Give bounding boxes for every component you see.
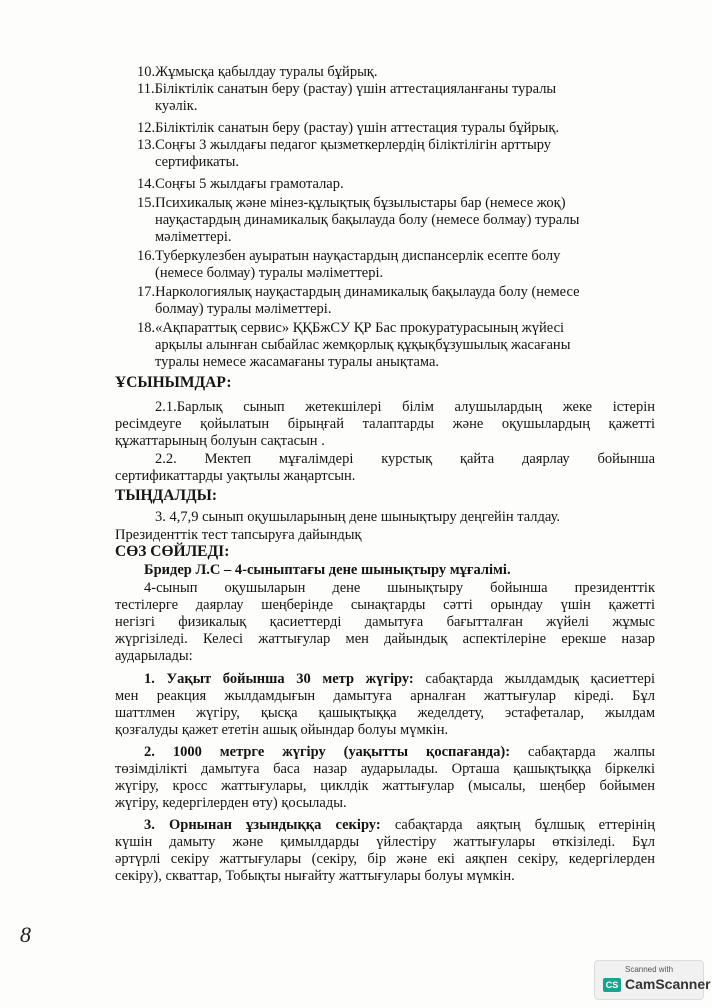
paragraph-line: қозғалуды қажет ететін ашық ойындар болуы мүмкін. — [115, 722, 449, 738]
paragraph-line: 2.2. Мектеп мұғалімдері курстық қайта даярлау бойынша — [155, 451, 655, 467]
list-item: 17.Наркологиялық науқастардың динамикалық бақылауда болу (немесе — [137, 284, 580, 300]
list-item: болмау) туралы мәліметтері. — [155, 301, 332, 317]
paragraph-line: құжаттарының болуын сақтасын . — [115, 433, 325, 449]
list-item: сертификаты. — [155, 154, 239, 170]
paragraph-line: аударылады: — [115, 648, 193, 664]
item-3-text: сабақтарда аяқтың бұлшық еттерінің — [394, 817, 656, 833]
item-1-title: 1. Уақыт бойынша 30 метр жүгіру: — [144, 671, 414, 687]
list-item: (немесе болмау) туралы мәліметтері. — [155, 265, 384, 281]
paragraph-line: жүгіру, кросс жаттығулары, циклдік жаттығулар (мысалы, шеңбер бойымен — [115, 778, 655, 794]
paragraph-line: жүгіру, кедергілерден өту) қосылады. — [115, 795, 347, 811]
list-item: арқылы алынған сыбайлас жемқорлық құқықбұзушылық жасағаны — [155, 337, 571, 353]
item-1-first-line — [144, 671, 655, 688]
item-2-title: 2. 1000 метрге жүгіру (уақытты қоспағанда): — [144, 744, 511, 760]
list-item: 13.Соңғы 3 жылдағы педагог қызметкерлердің біліктілігін арттыру — [137, 137, 552, 153]
listened-heading: ТЫҢДАЛДЫ: — [115, 487, 218, 504]
speaker-line: Бридер Л.С – 4-сыныптағы дене шынықтыру мұғалімі. — [144, 562, 511, 578]
paragraph-line: шаттлмен жүгіру, қысқа қашықтыққа жеделдету, эстафеталар, жылдам — [115, 705, 655, 721]
paragraph-line: Президенттік тест тапсыруға дайындық — [115, 527, 362, 543]
recommendations-heading: ҰСЫНЫМДАР: — [115, 374, 232, 391]
item-1-text: сабақтарда жылдамдық қасиеттері — [425, 671, 655, 687]
paragraph-line: әртүрлі секіру жаттығулары (секіру, бір және екі аяқпен секіру, кедергілерден — [115, 851, 655, 867]
item-3-title: 3. Орнынан ұзындыққа секіру: — [144, 817, 381, 833]
list-item: 10.Жұмысқа қабылдау туралы бұйрық. — [137, 64, 378, 80]
list-item: науқастардың динамикалық бақылауда болу (немесе болмау) туралы — [155, 212, 580, 228]
paragraph-line: сертификаттарды уақтылы жаңартсын. — [115, 468, 356, 484]
paragraph-line: жүргізіледі. Келесі жаттығулар мен дайындық аспектілеріне ерекше назар — [115, 631, 655, 647]
paragraph-line: төзімділікті дамытуға баса назар аударылады. Орташа қашықтыққа біркелкі — [115, 761, 655, 777]
paragraph-line: ресімдеуге қойылатын бірыңғай талаптарды және оқушылардың қажетті — [115, 416, 655, 432]
paragraph-line: мен реакция жылдамдығын дамытуға арналған жаттығулар кіреді. Бұл — [115, 688, 655, 704]
list-item: куәлік. — [155, 98, 198, 114]
scanner-caption: Scanned with — [624, 965, 674, 974]
list-item: туралы немесе жасамағаны туралы анықтама. — [155, 354, 440, 370]
list-item: 16.Туберкулезбен ауыратын науқастардың диспансерлік есепте болу — [137, 248, 561, 264]
list-item: 14.Соңғы 5 жылдағы грамоталар. — [137, 176, 344, 192]
paragraph-line: 3. 4,7,9 сынып оқушыларының дене шынықтыру деңгейін талдау. — [155, 509, 561, 525]
paragraph-line: күшін дамыту және қимылдарды үйлестіру жаттығулары өткізіледі. Бұл — [115, 834, 655, 850]
paragraph-line: секіру), скваттар, Тобықты нығайту жаттығулары болуы мүмкін. — [115, 868, 515, 884]
item-2-text: сабақтарда жалпы — [528, 744, 655, 760]
list-item: 12.Біліктілік санатын беру (растау) үшін аттестация туралы бұйрық. — [137, 120, 560, 136]
list-item: 11.Біліктілік санатын беру (растау) үшін аттестацияланғаны туралы — [137, 81, 557, 97]
list-item: мәліметтері. — [155, 229, 232, 245]
scanner-name: CamScanner — [625, 976, 711, 992]
item-2-first-line — [144, 744, 655, 761]
scanner-logo-icon: CS — [603, 978, 621, 992]
list-item: 18.«Ақпараттық сервис» ҚҚБжСУ ҚР Бас прокуратурасының жүйесі — [137, 320, 565, 336]
paragraph-line: негізгі физикалық қасиеттерді дамытуға бағытталған жүйелі жұмыс — [115, 614, 655, 630]
paragraph-line: тестілерге даярлау шеңберінде сынақтарды сәтті орындау үшін қажетті — [115, 597, 655, 613]
paragraph-line: 2.1.Барлық сынып жетекшілері білім алушылардың жеке істерін — [155, 399, 655, 415]
item-3-first-line — [144, 817, 655, 834]
paragraph-line: 4-сынып оқушыларын дене шынықтыру бойынша президенттік — [144, 580, 655, 596]
list-item: 15.Психикалық және мінез-құлықтық бұзылыстары бар (немесе жоқ) — [137, 195, 566, 211]
scanner-watermark — [594, 960, 711, 1000]
page-number: 8 — [20, 922, 31, 947]
spoke-heading: СӨЗ СӨЙЛЕДІ: — [115, 543, 230, 560]
